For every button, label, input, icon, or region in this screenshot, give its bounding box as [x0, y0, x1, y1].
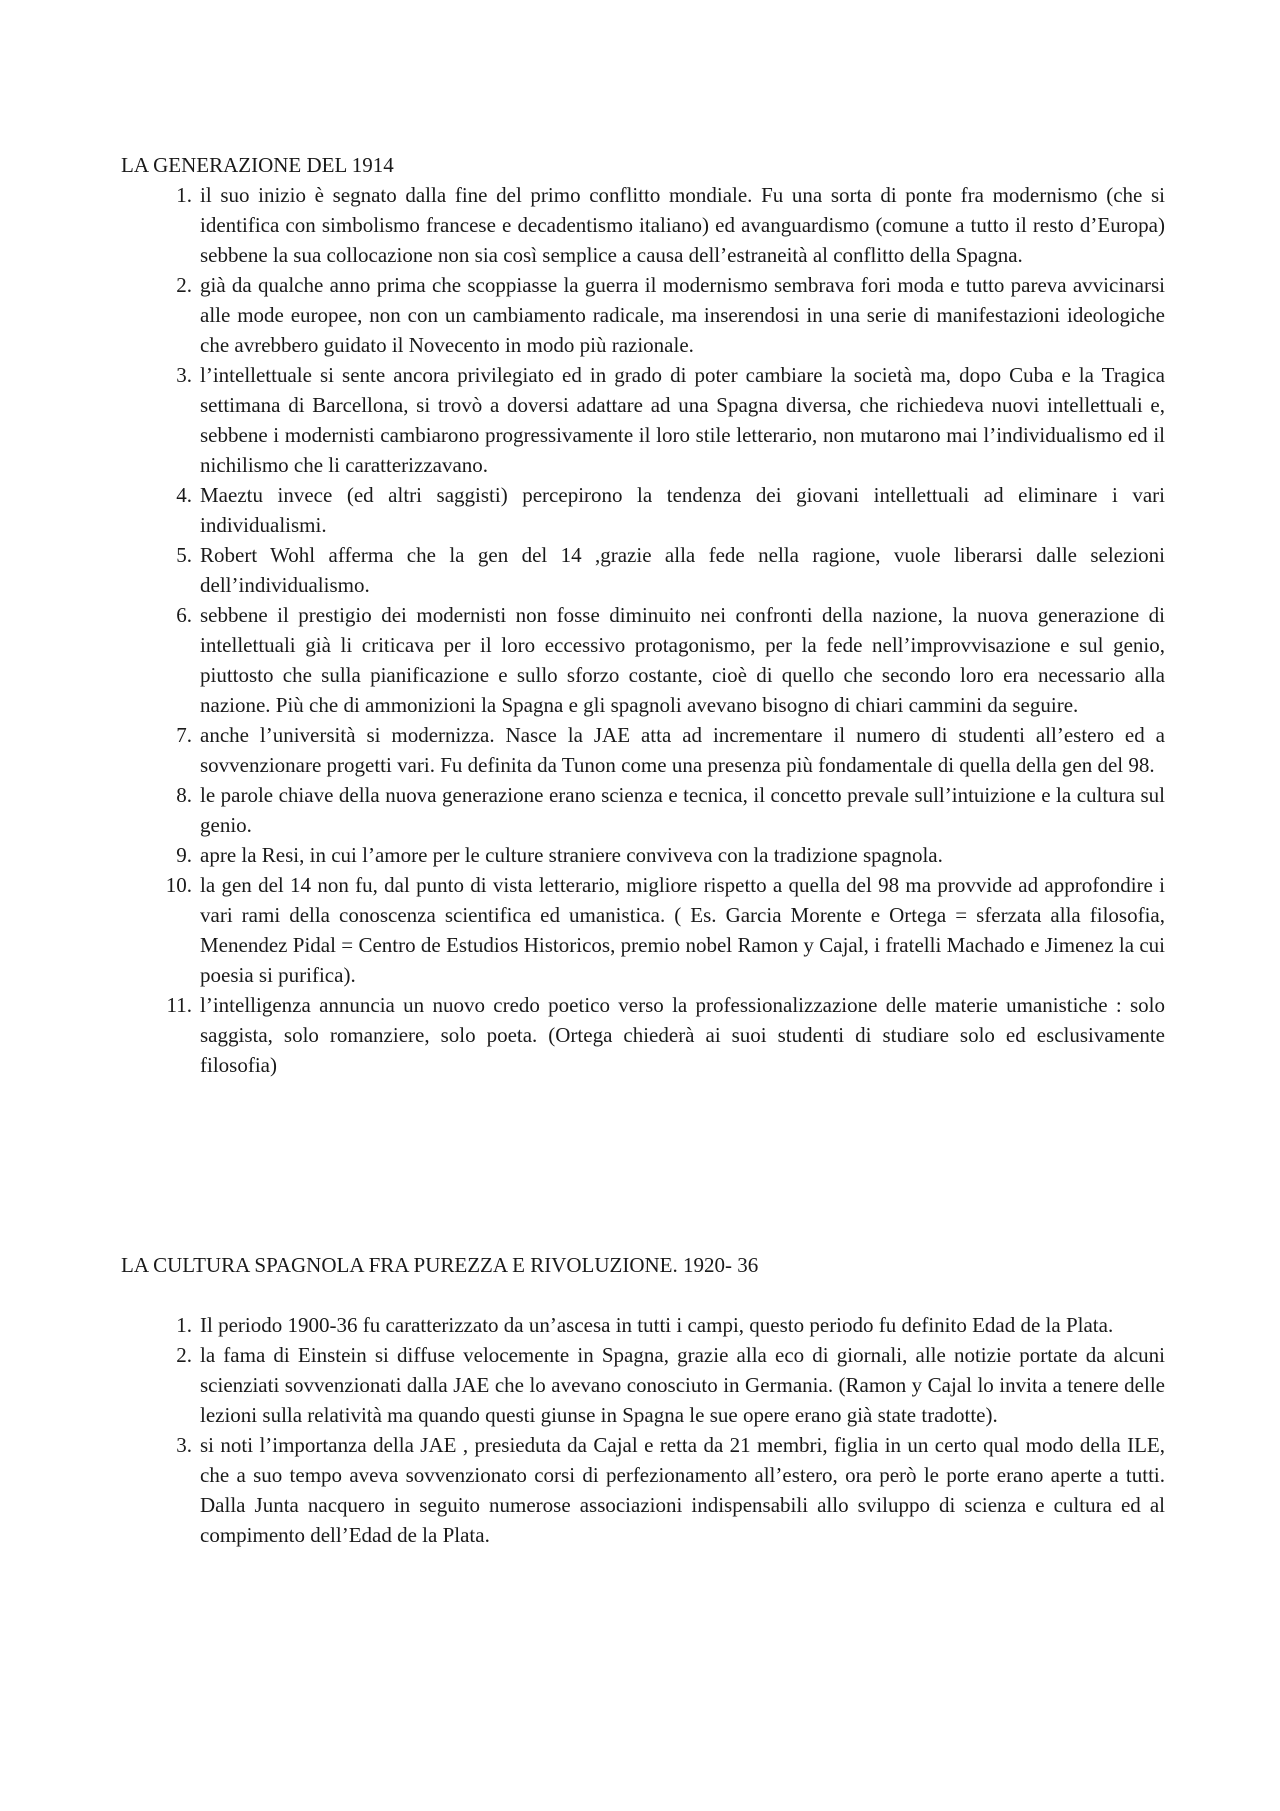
item-text: si noti l’importanza della JAE , presieduta da Cajal e retta da 21 membri, figlia in un certo qual modo della ILE, che a suo tempo aveva sovvenzionato corsi di perfezionamento all’estero, ora però le porte erano aperte a tutti. Dalla Junta nacquero in seguito numerose associazioni indispensabili allo sviluppo di scienza e cultura ed al compimento dell’Edad de la Plata.	[200, 1433, 1165, 1547]
item-text: Maeztu invece (ed altri saggisti) percepirono la tendenza dei giovani intellettuali ad eliminare i vari individualismi.	[200, 483, 1165, 537]
list-item	[121, 540, 1165, 600]
list-item	[121, 1430, 1165, 1550]
list-item	[121, 990, 1165, 1080]
item-text: Robert Wohl afferma che la gen del 14 ,grazie alla fede nella ragione, vuole liberarsi dalle selezioni dell’individualismo.	[200, 543, 1165, 597]
section-cultura-spagnola	[121, 1250, 1165, 1550]
item-text: l’intelligenza annuncia un nuovo credo poetico verso la professionalizzazione delle materie umanistiche : solo saggista, solo romanziere, solo poeta. (Ortega chiederà ai suoi studenti di studiare solo ed esclusivamente filosofia)	[200, 993, 1165, 1077]
list-item	[121, 1310, 1165, 1340]
list-item	[121, 270, 1165, 360]
list-item	[121, 480, 1165, 540]
item-text: sebbene il prestigio dei modernisti non fosse diminuito nei confronti della nazione, la nuova generazione di intellettuali già li criticava per il loro eccessivo protagonismo, per la fede nell’improvvisazione e sul genio, piuttosto che sulla pianificazione e sullo sforzo costante, cioè di quello che secondo loro era necessario alla nazione. Più che di ammonizioni la Spagna e gli spagnoli avevano bisogno di chiari cammini da seguire.	[200, 603, 1165, 717]
item-number: 11.	[166, 993, 192, 1017]
list-item	[121, 600, 1165, 720]
item-number: 1.	[176, 1313, 192, 1337]
item-text: la fama di Einstein si diffuse velocemente in Spagna, grazie alla eco di giornali, alle notizie portate da alcuni scienziati sovvenzionati dalla JAE che lo avevano conosciuto in Germania. (Ramon y Cajal lo invita a tenere delle lezioni sulla relatività ma quando questi giunse in Spagna le sue opere erano già state tradotte).	[200, 1343, 1165, 1427]
item-text: anche l’università si modernizza. Nasce la JAE atta ad incrementare il numero di studenti all’estero ed a sovvenzionare progetti vari. Fu definita da Tunon come una presenza più fondamentale di quella della gen del 98.	[200, 723, 1165, 777]
list-item	[121, 870, 1165, 990]
item-text: apre la Resi, in cui l’amore per le culture straniere conviveva con la tradizione spagnola.	[200, 843, 943, 867]
item-number: 3.	[176, 363, 192, 387]
item-number: 6.	[176, 603, 192, 627]
numbered-list	[121, 180, 1165, 1080]
item-text: le parole chiave della nuova generazione erano scienza e tecnica, il concetto prevale sull’intuizione e la cultura sul genio.	[200, 783, 1165, 837]
section-generazione-1914	[121, 150, 1165, 1080]
numbered-list	[121, 1310, 1165, 1550]
list-item	[121, 720, 1165, 780]
list-item	[121, 360, 1165, 480]
item-number: 2.	[176, 273, 192, 297]
item-number: 10.	[165, 873, 192, 897]
item-text: l’intellettuale si sente ancora privilegiato ed in grado di poter cambiare la società ma, dopo Cuba e la Tragica settimana di Barcellona, si trovò a doversi adattare ad una Spagna diversa, che richiedeva nuovi intellettuali e, sebbene i modernisti cambiarono progressivamente il loro stile letterario, non mutarono mai l’individualismo ed il nichilismo che li caratterizzavano.	[200, 363, 1165, 477]
item-number: 4.	[176, 483, 192, 507]
item-text: già da qualche anno prima che scoppiasse la guerra il modernismo sembrava fori moda e tutto pareva avvicinarsi alle mode europee, non con un cambiamento radicale, ma inserendosi in una serie di manifestazioni ideologiche che avrebbero guidato il Novecento in modo più razionale.	[200, 273, 1165, 357]
list-item	[121, 840, 1165, 870]
section-heading: LA CULTURA SPAGNOLA FRA PUREZZA E RIVOLUZIONE. 1920- 36	[121, 1253, 759, 1277]
item-number: 7.	[176, 723, 192, 747]
item-number: 5.	[176, 543, 192, 567]
section-heading: LA GENERAZIONE DEL 1914	[121, 153, 394, 177]
item-number: 8.	[176, 783, 192, 807]
list-item	[121, 180, 1165, 270]
spacer	[121, 1280, 1165, 1310]
item-number: 3.	[176, 1433, 192, 1457]
item-text: Il periodo 1900-36 fu caratterizzato da un’ascesa in tutti i campi, questo periodo fu definito Edad de la Plata.	[200, 1313, 1114, 1337]
item-text: il suo inizio è segnato dalla fine del primo conflitto mondiale. Fu una sorta di ponte fra modernismo (che si identifica con simbolismo francese e decadentismo italiano) ed avanguardismo (comune a tutto il resto d’Europa) sebbene la sua collocazione non sia così semplice a causa dell’estraneità al conflitto della Spagna.	[200, 183, 1165, 267]
item-text: la gen del 14 non fu, dal punto di vista letterario, migliore rispetto a quella del 98 ma provvide ad approfondire i vari rami della conoscenza scientifica ed umanistica. ( Es. Garcia Morente e Ortega = sferzata alla filosofia, Menendez Pidal = Centro de Estudios Historicos, premio nobel Ramon y Cajal, i fratelli Machado e Jimenez la cui poesia si purifica).	[200, 873, 1165, 987]
item-number: 1.	[176, 183, 192, 207]
list-item	[121, 1340, 1165, 1430]
list-item	[121, 780, 1165, 840]
item-number: 9.	[176, 843, 192, 867]
item-number: 2.	[176, 1343, 192, 1367]
